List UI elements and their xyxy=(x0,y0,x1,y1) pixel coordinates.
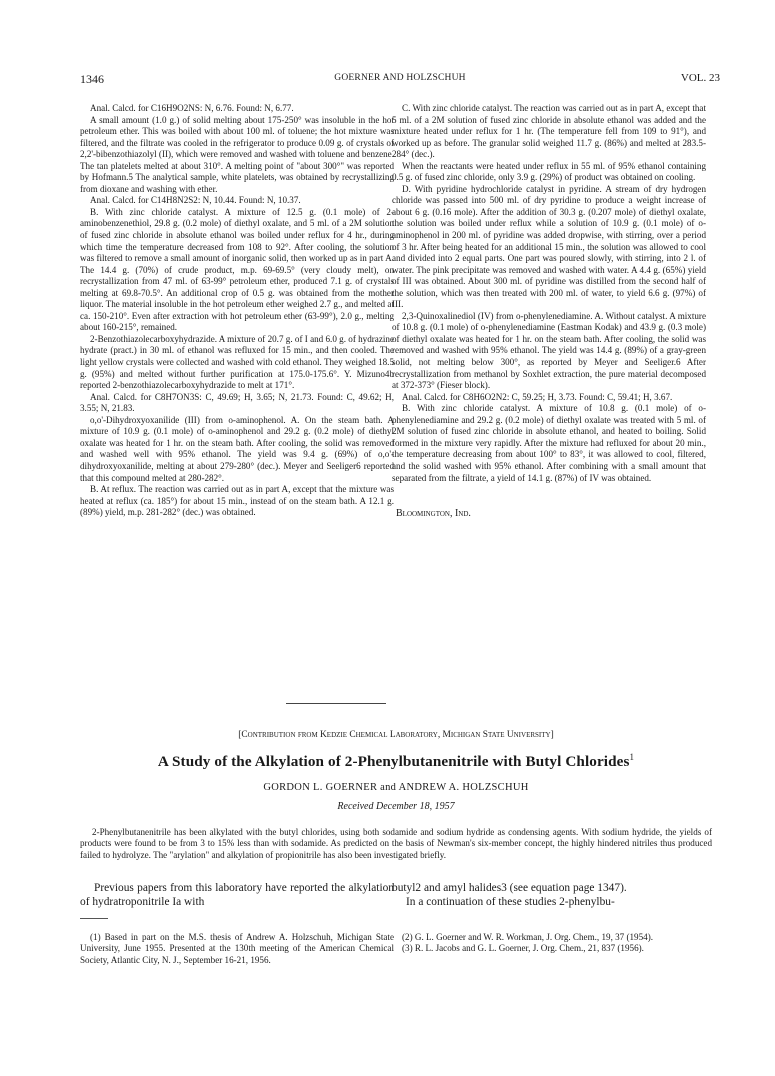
footnotes-right xyxy=(392,932,706,955)
paragraph: o,o'-Dihydroxyoxanilide (III) from o-aminophenol. A. On the steam bath. A mixture of 10.9 g. (0.1 mole) of o-aminophenol and 29.2 g. (0.2 mole) of diethyl oxalate was heated for 1 hr. on the steam bath. After cooling, the solid was removed and washed well with 95% ethanol. The yield was 9.4 g. (69%) of o,o'-dihydroxyoxanilide, melting at about 279-280° (dec.). Meyer and Seeliger6 reported that this compound melted at 280-282°. xyxy=(80,414,394,483)
page-number: 1346 xyxy=(80,72,104,86)
paragraph: Previous papers from this laboratory have reported the alkylation of hydratroponitrile Ia with xyxy=(80,882,394,909)
paragraph: B. With zinc chloride catalyst. A mixture of 10.8 g. (0.1 mole) of o-phenylenediamine and 29.2 g. (0.2 mole) of diethyl oxalate was treated with 5 ml. of 2M solution of fused zinc chloride in absolute ethanol, and heated to boiling. Solid formed in the mixture very rapidly. After the mixture had refluxed for about 20 min., the temperature decreasing from about 100° to 83°, it was allowed to cool, filtered, and the solid washed with 95% ethanol. After combining with a small amount that separated from the filtrate, a yield of 14.1 g. (87%) of IV was obtained. xyxy=(392,403,706,483)
footnote: (3) R. L. Jacobs and G. L. Goerner, J. Org. Chem., 21, 837 (1956). xyxy=(402,943,644,954)
section-divider xyxy=(286,703,386,704)
authors: GORDON L. GOERNER and ANDREW A. HOLZSCHUH xyxy=(263,782,529,793)
contribution-line: [Contribution from Kedzie Chemical Laboratory, Michigan State University] xyxy=(238,730,554,740)
footnote: (2) G. L. Goerner and W. R. Workman, J. Org. Chem., 19, 37 (1954). xyxy=(402,932,653,942)
paragraph: Anal. Calcd. for C8H6O2N2: C, 59.25; H, 3.73. Found: C, 59.41; H, 3.67. xyxy=(402,391,673,402)
footnote-rule xyxy=(80,918,108,919)
left-column xyxy=(80,103,394,519)
paragraph: 2-Benzothiazolecarboxyhydrazide. A mixture of 20.7 g. of I and 6.0 g. of hydrazine hydrate (pract.) in 30 ml. of ethanol was refluxed for 15 min., and then cooled. The light yellow crystals were collected and washed with cold ethanol. They weighed 18.5 g. (95%) and melted without further purification at 175.0-175.6°. Y. Mizuno4b reported 2-benzothiazolecarboxyhydrazide to melt at 171°. xyxy=(80,333,394,391)
paragraph: Anal. Calcd. for C8H7ON3S: C, 49.69; H, 3.65; N, 21.73. Found: C, 49.62; H, 3.55; N, 21.83. xyxy=(80,391,394,414)
paragraph: B. At reflux. The reaction was carried out as in part A, except that the mixture was heated at reflux (ca. 185°) for about 15 min., instead of on the steam bath. A 12.1 g. (89%) yield, m.p. 281-282° (dec.) was obtained. xyxy=(80,484,394,518)
paragraph: B. With zinc chloride catalyst. A mixture of 12.5 g. (0.1 mole) of 2-aminobenzenethiol, 29.8 g. (0.2 mole) of diethyl oxalate, and 5 ml. of a 2M solution of fused zinc chloride in absolute ethanol was boiled under reflux for 4 hr., during which time the temperature decreased from 108 to 92°. After cooling, the solution was filtered to remove a small amount of inorganic solid, then worked up as in part A. The 14.4 g. (70%) of crude product, m.p. 69-69.5° (very cloudy melt), on recrystallization from 47 ml. of 63-99° petroleum ether, produced 7.1 g. of crystals melting at 69.8-70.5°. An additional crop of 0.5 g. was obtained from the mother liquor. The material insoluble in the hot petroleum ether weighed 2.7 g., and melted at ca. 150-210°. Even after extraction with hot petroleum ether (63-99°), 2.0 g., melting about 160-215°, remained. xyxy=(80,206,394,333)
article-title-text: A Study of the Alkylation of 2-Phenylbutanenitrile with Butyl Chlorides xyxy=(157,753,630,771)
abstract-text: 2-Phenylbutanenitrile has been alkylated with the butyl chlorides, using both sodamide and sodium hydride as condensing agents. With sodium hydride, the yields of products were found to be from 3 to 15% less than with sodamide. As predicted on the basis of Newman's six-member concept, the highly hindered nitriles thus produced failed to hydrolyze. The "arylation" and alkylation of propionitrile has also been investigated briefly. xyxy=(80,827,712,860)
paragraph: In a continuation of these studies 2-phenylbu- xyxy=(406,896,615,909)
paragraph: C. With zinc chloride catalyst. The reaction was carried out as in part A, except that 5 ml. of a 2M solution of fused zinc chloride in absolute ethanol was added and the mixture heated under reflux for 1 hr. (The temperature fell from 109 to 91°), and worked up as before. The granular solid weighed 11.7 g. (86%) and melted at 283.5-284° (dec.). xyxy=(392,103,706,160)
page-header xyxy=(80,72,720,88)
paragraph: Anal. Calcd. for C14H8N2S2: N, 10.44. Found: N, 10.37. xyxy=(90,195,301,206)
paragraph: D. With pyridine hydrochloride catalyst in pyridine. A stream of dry hydrogen chloride was passed into 500 ml. of dry pyridine to produce a weight increase of about 6 g. (0.16 mole). After the addition of 30.3 g. (0.207 mole) of diethyl oxalate, the solution was boiled under reflux while a solution of 10.9 g. (0.1 mole) of o-aminophenol in 200 ml. of pyridine was added dropwise, with stirring, over a period of 3 hr. After being heated for an additional 15 min., the solution was allowed to cool and divided into 2 equal parts. One part was poured slowly, with stirring, into 2 l. of water. The pink precipitate was removed and washed with water. A 4.4 g. (65%) yield of III was obtained. About 300 ml. of pyridine was distilled from the second half of the solution, which was then treated with 200 ml. of water, to yield 6.6 g. (97%) of III. xyxy=(392,183,706,310)
signoff-location: Bloomington, Ind. xyxy=(396,508,471,520)
paragraph: A small amount (1.0 g.) of solid melting about 175-250° was insoluble in the hot petroleum ether. This was boiled with about 100 ml. of toluene; the hot mixture was filtered, and the filtrate was cooled in the refrigerator to produce 0.09 g. of crystals of 2,2'-bibenzothiazolyl (II), which were removed and washed with toluene and benzene. The tan platelets melted at about 310°. A melting point of "about 300°" was reported by Hofmann.5 The analytical sample, white platelets, was obtained by recrystallizing from dioxane and washing with ether. xyxy=(80,114,394,194)
paragraph: Anal. Calcd. for C16H9O2NS: N, 6.76. Found: N, 6.77. xyxy=(90,103,294,113)
footnotes-left xyxy=(80,932,394,966)
received-date: Received December 18, 1957 xyxy=(337,801,455,812)
paragraph: When the reactants were heated under reflux in 55 ml. of 95% ethanol containing 0.5 g. of fused zinc chloride, only 3.9 g. (29%) of product was obtained on cooling. xyxy=(392,160,706,183)
abstract xyxy=(80,827,712,861)
paragraph: butyl2 and amyl halides3 (see equation page 1347). xyxy=(392,882,627,894)
right-column xyxy=(392,103,706,520)
body-right-column xyxy=(392,881,706,910)
paragraph: 2,3-Quinoxalinediol (IV) from o-phenylenediamine. A. Without catalyst. A mixture of 10.8 g. (0.1 mole) of o-phenylenediamine (Eastman Kodak) and 43.9 g. (0.3 mole) of diethyl oxalate was heated for 1 hr. on the steam bath. After cooling, the solid was removed and washed with 95% ethanol. The yield was 14.4 g. (89%) of a gray-green solid, not melting below 300°, as reported by Meyer and Seeliger.6 After recrystallization from methanol by Soxhlet extraction, the pure material decomposed at 372-373° (Fieser block). xyxy=(392,310,706,391)
footnote: (1) Based in part on the M.S. thesis of Andrew A. Holzschuh, Michigan State University, June 1955. Presented at the 130th meeting of the American Chemical Society, Atlantic City, N. J., September 16-21, 1956. xyxy=(80,932,394,965)
title-footnote-marker: 1 xyxy=(629,752,635,762)
body-left-column xyxy=(80,881,394,910)
article-title xyxy=(40,752,752,771)
running-head: GOERNER AND HOLZSCHUH xyxy=(334,73,466,83)
volume-label: VOL. 23 xyxy=(680,72,720,84)
